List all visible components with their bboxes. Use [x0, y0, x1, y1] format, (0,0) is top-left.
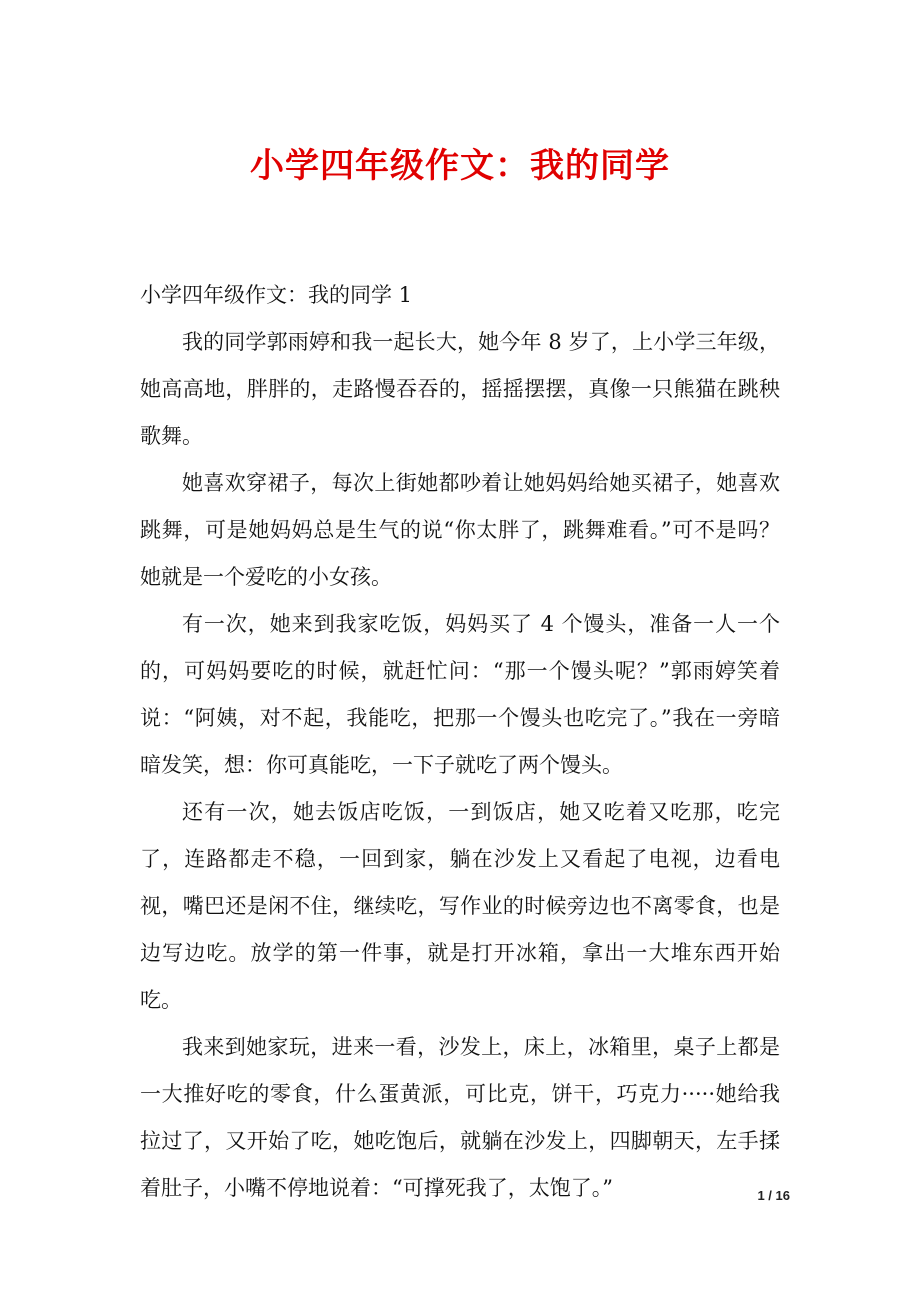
paragraph-1: 我的同学郭雨婷和我一起长大，她今年 8 岁了，上小学三年级，她高高地，胖胖的，走路慢吞吞的，摇摇摆摆，真像一只熊猫在跳秧歌舞。 — [140, 330, 780, 448]
document-title: 小学四年级作文：我的同学 — [250, 146, 670, 186]
section-heading: 小学四年级作文：我的同学 1 — [140, 283, 413, 307]
paragraph-3: 有一次，她来到我家吃饭，妈妈买了 4 个馒头，准备一人一个的，可妈妈要吃的时候，就赶忙问：“那一个馒头呢？”郭雨婷笑着说：“阿姨，对不起，我能吃，把那一个馒头也吃完了。”我在一旁暗暗发笑，想：你可真能吃，一下子就吃了两个馒头。 — [140, 612, 780, 777]
paragraph-4: 还有一次，她去饭店吃饭，一到饭店，她又吃着又吃那，吃完了，连路都走不稳，一回到家，躺在沙发上又看起了电视，边看电视，嘴巴还是闲不住，继续吃，写作业的时候旁边也不离零食，也是边写边吃。放学的第一件事，就是打开冰箱，拿出一大堆东西开始吃。 — [140, 800, 780, 1012]
document-body — [140, 272, 780, 1212]
page-number: 1 / 16 — [757, 1188, 790, 1203]
paragraph-2: 她喜欢穿裙子，每次上街她都吵着让她妈妈给她买裙子，她喜欢跳舞，可是她妈妈总是生气的说“你太胖了，跳舞难看。”可不是吗？她就是一个爱吃的小女孩。 — [140, 471, 780, 589]
paragraph-5: 我来到她家玩，进来一看，沙发上，床上，冰箱里，桌子上都是一大推好吃的零食，什么蛋黄派，可比克，饼干，巧克力·····她给我拉过了，又开始了吃，她吃饱后，就躺在沙发上，四脚朝天，左手揉着肚子，小嘴不停地说着：“可撑死我了，太饱了。” — [140, 1035, 780, 1200]
